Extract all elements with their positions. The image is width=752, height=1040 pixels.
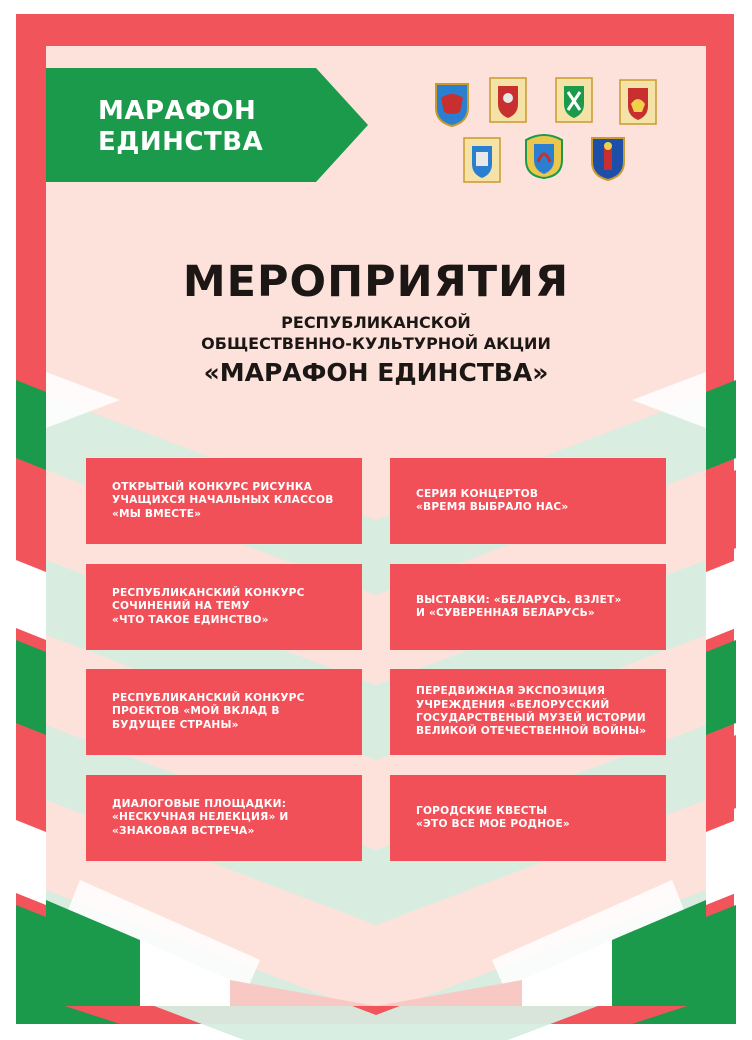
gomel-region-emblem-icon [554,76,594,124]
subtitle [46,312,706,354]
banner-title [98,96,263,158]
event-card-projects-contest [86,669,362,755]
minsk-city-emblem-icon [588,134,628,182]
title-block [46,256,706,388]
event-card-essay-contest [86,564,362,650]
event-card-exhibitions [390,564,666,650]
event-card-city-quests [390,775,666,861]
marathon-banner [46,68,368,182]
event-card-text: ГОРОДСКИЕ КВЕСТЫ «ЭТО ВСЕ МОЕ РОДНОЕ» [416,804,570,830]
subtitle-line-1: РЕСПУБЛИКАНСКОЙ [281,313,471,332]
event-card-dialogue-platforms [86,775,362,861]
event-card-text: ПЕРЕДВИЖНАЯ ЭКСПОЗИЦИЯ УЧРЕЖДЕНИЯ «БЕЛОРУССКИЙ ГОСУДАРСТВЕНЫЙ МУЗЕЙ ИСТОРИИ ВЕЛИКОЙ ОТЕЧЕСТВЕННОЙ ВОЙНЫ» [416,685,647,738]
event-card-text: СЕРИЯ КОНЦЕРТОВ «ВРЕМЯ ВЫБРАЛО НАС» [416,487,569,513]
page-title: МЕРОПРИЯТИЯ [182,257,570,307]
brest-region-emblem-icon [432,80,472,128]
event-card-mobile-exposition [390,669,666,755]
vitebsk-region-emblem-icon [488,76,528,124]
event-card-text: ДИАЛОГОВЫЕ ПЛОЩАДКИ: «НЕСКУЧНАЯ НЕЛЕКЦИЯ» И «ЗНАКОВАЯ ВСТРЕЧА» [112,797,289,837]
event-card-concert-series [390,458,666,544]
event-card-text: РЕСПУБЛИКАНСКИЙ КОНКУРС ПРОЕКТОВ «МОЙ ВКЛАД В БУДУЩЕЕ СТРАНЫ» [112,691,305,731]
event-card-text: ВЫСТАВКИ: «БЕЛАРУСЬ. ВЗЛЕТ» И «СУВЕРЕННАЯ БЕЛАРУСЬ» [416,593,622,619]
campaign-name: «МАРАФОН ЕДИНСТВА» [203,358,549,387]
banner-line-2: ЕДИНСТВА [98,127,264,157]
event-card-text: ОТКРЫТЫЙ КОНКУРС РИСУНКА УЧАЩИХСЯ НАЧАЛЬНЫХ КЛАССОВ «МЫ ВМЕСТЕ» [112,480,334,520]
event-card-drawing-contest [86,458,362,544]
subtitle-line-2: ОБЩЕСТВЕННО-КУЛЬТУРНОЙ АКЦИИ [201,334,551,353]
banner-line-1: МАРАФОН [98,96,257,126]
grodno-region-emblem-icon [618,78,658,126]
event-card-text: РЕСПУБЛИКАНСКИЙ КОНКУРС СОЧИНЕНИЙ НА ТЕМУ «ЧТО ТАКОЕ ЕДИНСТВО» [112,586,305,626]
mogilev-region-emblem-icon [524,132,564,180]
regional-emblems [424,74,684,194]
minsk-region-emblem-icon [462,136,502,184]
